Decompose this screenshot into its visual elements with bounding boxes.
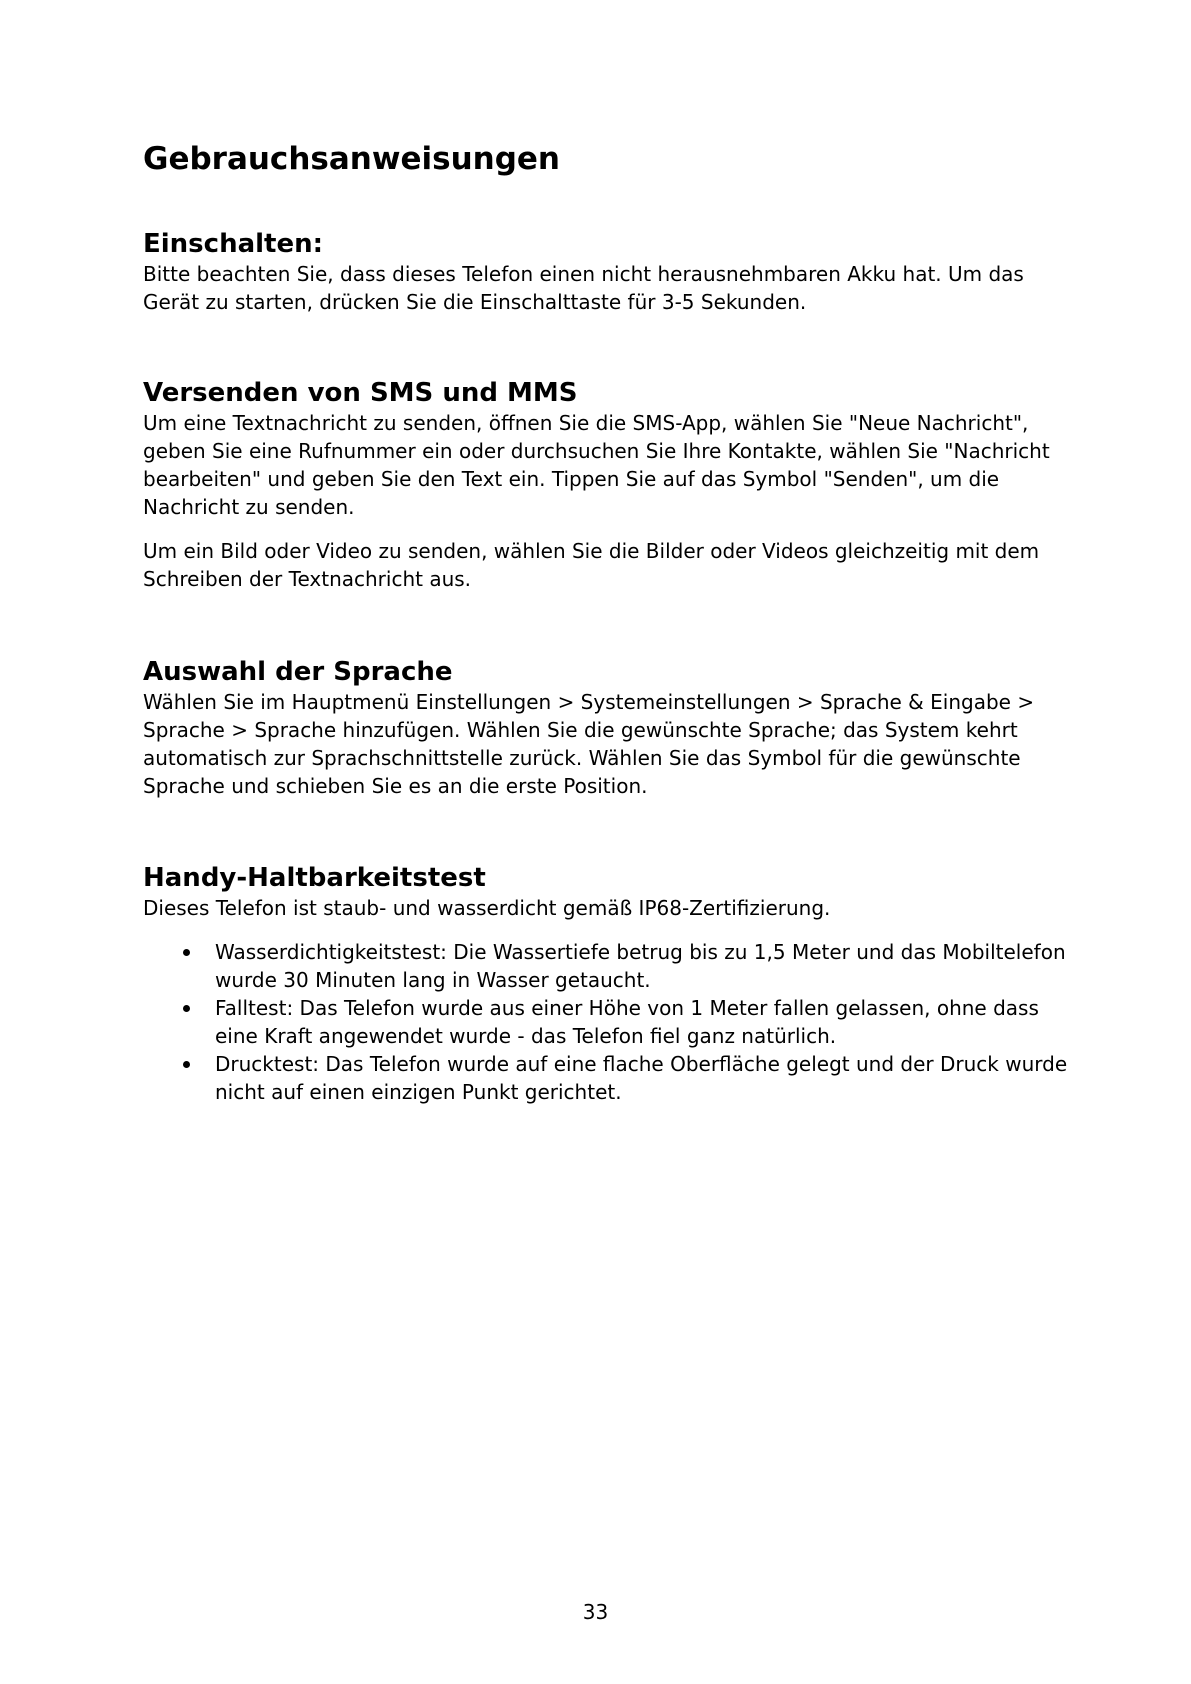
list-item-text: Drucktest: Das Telefon wurde auf eine flache Oberfläche gelegt und der Druck wurde nicht auf einen einzigen Punkt gerichtet. bbox=[215, 1052, 1068, 1104]
list-item-text: Wasserdichtigkeitstest: Die Wassertiefe betrug bis zu 1,5 Meter und das Mobiltelefon wurde 30 Minuten lang in Wasser getaucht. bbox=[215, 940, 1066, 992]
section-paragraph: Wählen Sie im Hauptmenü Einstellungen > Systemeinstellungen > Sprache & Eingabe > Sprache > Sprache hinzufügen. Wählen Sie die gewünschte Sprache; das System kehrt automatisch zur Sprachschnittstelle zurück. Wählen Sie das Symbol für die gewünschte Sprache und schieben Sie es an die erste Position. bbox=[143, 690, 1035, 798]
section-paragraph: Um eine Textnachricht zu senden, öffnen Sie die SMS-App, wählen Sie "Neue Nachricht", geben Sie eine Rufnummer ein oder durchsuchen Sie Ihre Kontakte, wählen Sie "Nachricht bearbeiten" und geben Sie den Text ein. Tippen Sie auf das Symbol "Senden", um die Nachricht zu senden. bbox=[143, 411, 1050, 519]
section-einschalten bbox=[143, 228, 1073, 316]
page-title: Gebrauchsanweisungen bbox=[143, 141, 560, 177]
list-item bbox=[143, 994, 1073, 1050]
section-paragraph: Bitte beachten Sie, dass dieses Telefon einen nicht herausnehmbaren Akku hat. Um das Gerät zu starten, drücken Sie die Einschalttaste für 3-5 Sekunden. bbox=[143, 262, 1024, 314]
section-heading: Handy-Haltbarkeitstest bbox=[143, 863, 486, 893]
bullet-icon bbox=[183, 1061, 190, 1068]
list-item bbox=[143, 938, 1073, 994]
section-language bbox=[143, 656, 1073, 800]
section-sms-mms bbox=[143, 377, 1073, 593]
bullet-icon bbox=[183, 1005, 190, 1012]
section-heading: Auswahl der Sprache bbox=[143, 657, 453, 687]
section-paragraph: Um ein Bild oder Video zu senden, wählen Sie die Bilder oder Videos gleichzeitig mit dem Schreiben der Textnachricht aus. bbox=[143, 539, 1040, 591]
page-number: 33 bbox=[582, 1600, 609, 1624]
bullet-list bbox=[143, 938, 1073, 1106]
section-paragraph: Dieses Telefon ist staub- und wasserdicht gemäß IP68-Zertifizierung. bbox=[143, 896, 831, 920]
section-heading: Einschalten: bbox=[143, 229, 324, 259]
section-durability bbox=[143, 862, 1073, 1106]
bullet-icon bbox=[183, 949, 190, 956]
list-item-text: Falltest: Das Telefon wurde aus einer Höhe von 1 Meter fallen gelassen, ohne dass eine Kraft angewendet wurde - das Telefon fiel ganz natürlich. bbox=[215, 996, 1039, 1048]
list-item bbox=[143, 1050, 1073, 1106]
section-heading: Versenden von SMS und MMS bbox=[143, 378, 578, 408]
